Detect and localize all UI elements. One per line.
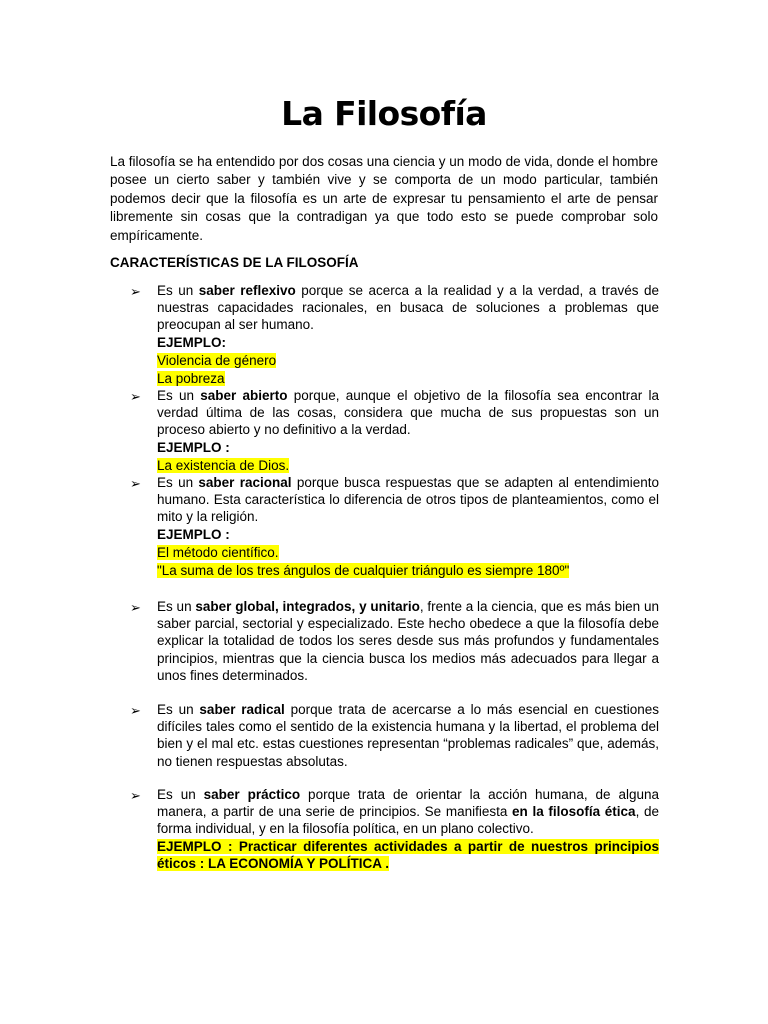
item-text: porque busca respuestas que se adapten al entendimiento humano. Esta característica lo diferencia de otros tipos de planteamientos, como el mito y la religión. (157, 475, 659, 525)
list-item-abierto (132, 387, 659, 474)
item-paragraph (157, 701, 659, 770)
list-item-practico (132, 786, 659, 872)
item-text: porque trata de orientar la acción humana, de alguna manera, a partir de una serie de principios. Se manifiesta (157, 787, 659, 820)
item-text: , frente a la ciencia, que es más bien un saber parcial, sectorial y especializado. Este hecho obedece a que la filosofía debe explicar la totalidad de todos los seres desde sus más profundos y fundamentales principios, mientras que la ciencia busca los medios más adecuados para llegar a unos fines determinados. (157, 599, 659, 683)
arrow-bullet-icon: ➢ (130, 284, 141, 299)
list-item-racional (132, 474, 659, 579)
arrow-bullet-icon: ➢ (130, 389, 141, 404)
page-title: La Filosofía (281, 94, 487, 133)
item-text-secondary: , de forma individual, y en la filosofía política, en un plano colectivo. (157, 804, 659, 837)
example-highlight: El método científico. (157, 544, 279, 560)
item-prefix: Es un (157, 787, 204, 802)
example-label: EJEMPLO : (157, 838, 239, 854)
item-term: saber radical (199, 702, 285, 717)
item-term: saber global, integrados, y unitario (195, 599, 420, 614)
intro-paragraph: La filosofía se ha entendido por dos cosas una ciencia y un modo de vida, donde el hombre posee un cierto saber y también vive y se comporta de un modo particular, también podemos decir que la filosofía es un arte de expresar tu pensamiento el arte de pensar libremente sin cosas que la contradigan ya que todo esto se puede comprobar solo empíricamente. (110, 154, 658, 243)
arrow-bullet-icon: ➢ (130, 703, 141, 718)
item-text: porque se acerca a la realidad y a la verdad, a través de nuestras capacidades racionales, en busaca de soluciones a problemas que preocupan al ser humano. (157, 283, 659, 333)
item-term: saber abierto (200, 388, 288, 403)
item-prefix: Es un (157, 283, 199, 298)
list-item-reflexivo (132, 282, 659, 387)
item-prefix: Es un (157, 599, 196, 614)
example-label: EJEMPLO: (157, 334, 227, 350)
section-heading: CARACTERÍSTICAS DE LA FILOSOFÍA (110, 255, 359, 270)
example-highlight: Practicar diferentes actividades a partir de nuestros principios éticos : LA ECONOMÍA Y POLÍTICA . (157, 838, 659, 871)
item-paragraph (157, 474, 659, 526)
arrow-bullet-icon: ➢ (130, 476, 141, 491)
item-text: porque trata de acercarse a lo más esencial en cuestiones difíciles tales como el sentido de la existencia humana y la libertad, el problema del bien y el mal etc. estas cuestiones representan “problemas radicales” que, además, no tienen respuestas absolutas. (157, 702, 659, 769)
example-label: EJEMPLO : (157, 439, 230, 455)
item-paragraph (157, 282, 659, 334)
item-term: saber racional (198, 475, 292, 490)
item-paragraph (157, 786, 659, 838)
list-item-global (132, 598, 659, 684)
example-highlight: Violencia de género (157, 352, 277, 368)
list-item-radical (132, 701, 659, 770)
item-prefix: Es un (157, 475, 199, 490)
item-paragraph (157, 598, 659, 684)
example-highlight: La pobreza (157, 371, 225, 387)
item-term-secondary: en la filosofía ética (512, 804, 636, 820)
arrow-bullet-icon: ➢ (130, 600, 141, 615)
item-prefix: Es un (157, 702, 200, 717)
final-example (157, 838, 659, 872)
example-highlight: La existencia de Dios. (157, 457, 290, 473)
arrow-bullet-icon: ➢ (130, 788, 141, 803)
item-text: porque, aunque el objetivo de la filosofía sea encontrar la verdad última de las cosas, considera que mucha de sus propuestas son un proceso abierto y no definitivo a la verdad. (157, 388, 659, 438)
item-term: saber reflexivo (198, 283, 296, 298)
item-prefix: Es un (157, 388, 201, 403)
item-paragraph (157, 387, 659, 439)
item-term: saber práctico (203, 787, 301, 802)
example-highlight: "La suma de los tres ángulos de cualquier triángulo es siempre 180º" (157, 563, 570, 579)
example-label: EJEMPLO : (157, 526, 230, 542)
